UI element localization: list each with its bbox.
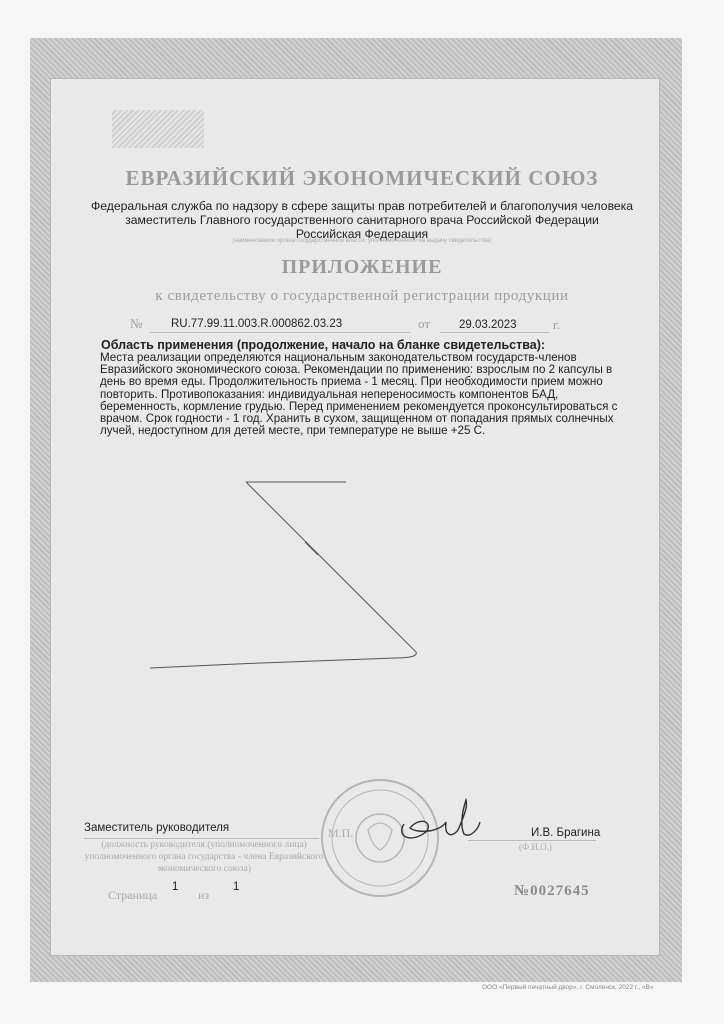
of-label: из [198, 888, 210, 902]
service-line-3: Российская Федерация [295, 227, 429, 241]
registration-date: 29.03.2023 [459, 319, 517, 331]
union-title: ЕВРАЗИЙСКИЙ ЭКОНОМИЧЕСКИЙ СОЮЗ [125, 166, 599, 190]
scope-line: повторить. Противопоказания: индивидуальная непереносимость компонентов БАД, [100, 387, 559, 401]
name-underline [468, 840, 596, 841]
scope-line: Места реализации определяются национальным законодательством государств-членов [100, 351, 577, 364]
scope-line: врачом. Срок годности - 1 год. Хранить в сухом, защищенном от попадания прямых солнечных [100, 412, 614, 426]
scope-heading: Область применения (продолжение, начало на бланке свидетельства): [101, 338, 546, 352]
service-line-1: Федеральная служба по надзору в сфере защиты прав потребителей и благополучия человека [90, 199, 634, 213]
page-number: 1 [172, 881, 179, 893]
year-suffix: г. [553, 317, 561, 332]
name-caption: (Ф.И.О.) [519, 842, 552, 852]
scope-line: Евразийского экономического союза. Рекомендации по применению: взрослым по 2 капсулы в [100, 363, 613, 377]
registration-number: RU.77.99.11.003.R.000862.03.23 [171, 318, 343, 330]
from-label: от [418, 316, 431, 331]
scope-line: беременность, кормление грудью. Перед применением рекомендуется проконсультироваться с [100, 399, 618, 413]
appendix-subtitle: к свидетельству о государственной регистрации продукции [155, 288, 569, 304]
appendix-title: ПРИЛОЖЕНИЕ [281, 256, 443, 278]
handwritten-signature [402, 800, 480, 838]
authority-caption: (наименование органа государственной власти, уполномоченного на выдачу свидетельства) [232, 238, 492, 244]
position-caption: (должность руководителя (уполномоченного лица) уполномоченного органа государства - члена Евразийского экономического союза) [84, 840, 324, 874]
page-label: Страница [108, 888, 158, 902]
stamp-label: М.П. [328, 826, 354, 840]
service-line-2: заместитель Главного государственного санитарного врача Российской Федерации [125, 213, 599, 227]
cross-out-z-mark [150, 482, 416, 668]
scope-line: день во время еды. Продолжительность приема - 1 месяц. При необходимости прием можно [100, 375, 603, 389]
scope-line: лучей, недоступном для детей месте, при температуре не выше +25 С. [100, 424, 486, 438]
signer-name: И.В. Брагина [531, 827, 601, 839]
printer-imprint: ООО «Первый печатный двор», г. Смоленск, 2022 г., «В» [482, 984, 654, 991]
number-sign: № [130, 316, 143, 331]
serial-number: №0027645 [514, 883, 590, 899]
signer-position: Заместитель руководителя [84, 822, 230, 834]
page-total: 1 [233, 881, 240, 893]
